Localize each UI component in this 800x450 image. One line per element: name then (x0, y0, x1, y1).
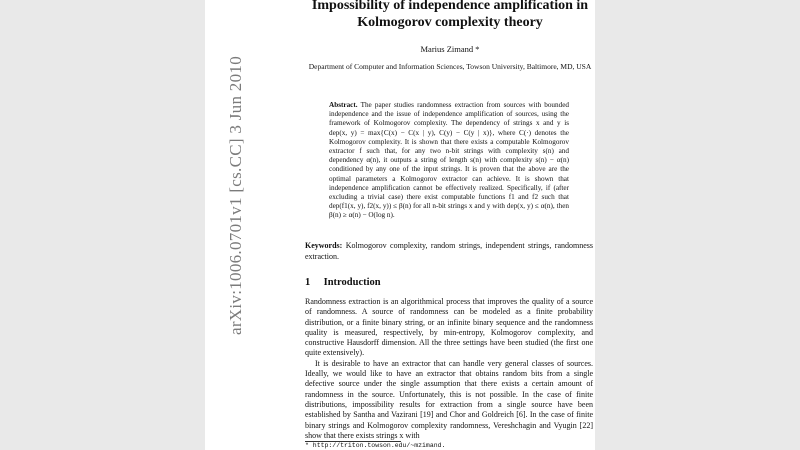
body-paragraph: It is desirable to have an extractor that can handle very general classes of sources. Ideally, we would like to have an extractor that obtains random bits from a single defective source under the single assumption that there exists a certain amount of randomness in the source. Unfortunately, this is not possible. In the case of finite distributions, impossibility results for extraction from a single source have been established by Santha and Vazirani [19] and Chor and Goldreich [6]. In the case of finite binary strings and Kolmogorov complexity randomness, Vereshchagin and Vyugin [22] show that there exists strings x with (305, 358, 593, 440)
abstract-label: Abstract. (329, 101, 358, 109)
author-name: Marius Zimand * (420, 44, 480, 54)
keywords-text: Kolmogorov complexity, random strings, independent strings, randomness extraction. (305, 241, 594, 261)
section-title: Introduction (323, 277, 381, 288)
introduction-body (305, 297, 593, 441)
body-paragraph: Randomness extraction is an algorithmical process that improves the quality of a source of randomness. A source of randomness can be modeled as a finite probability distribution, or a finite binary string, or an infinite binary sequence and the randomness quality is measured, respectively, by min-entropy, Kolmogorov complexity, and constructive Hausdorff dimension. All the three settings have been studied (the first one quite extensively). (305, 297, 593, 358)
paper-title: Impossibility of independence amplification in Kolmogorov complexity theory (311, 0, 589, 30)
arxiv-stamp: arXiv:1006.0701v1 [cs.CC] 3 Jun 2010 (226, 55, 245, 335)
abstract (329, 101, 569, 221)
section-number: 1 (305, 277, 311, 288)
section-heading (305, 277, 593, 288)
abstract-text: The paper studies randomness extraction from sources with bounded independence and the issue of independence amplification of sources, using the framework of Kolmogorov complexity. The dependency of strings x and y is dep(x, y) = max{C(x) − C(x | y), C(y) − C(y | x)}, where C(·) denotes the Kolmogorov complexity. It is shown that there exists a computable Kolmogorov extractor f such that, for any two n-bit strings with complexity s(n) and dependency α(n), it outputs a string of length s(n) with complexity s(n) − α(n) conditioned by any one of the input strings. It is proven that the above are the optimal parameters a Kolmogorov extractor can achieve. It is shown that independence amplification cannot be effectively realized. Specifically, if (after excluding a trivial case) there exist computable functions f1 and f2 such that dep(f1(x, y), f2(x, y)) ≤ β(n) for all n-bit strings x and y with dep(x, y) ≤ α(n), then β(n) ≥ α(n) − O(log n). (329, 101, 570, 220)
footnote-url[interactable]: * http://triton.towson.edu/~mzimand. (305, 442, 446, 449)
keywords (305, 241, 593, 262)
author-affiliation: Department of Computer and Information Sciences, Towson University, Baltimore, MD, USA (308, 62, 592, 71)
keywords-label: Keywords: (305, 241, 343, 250)
